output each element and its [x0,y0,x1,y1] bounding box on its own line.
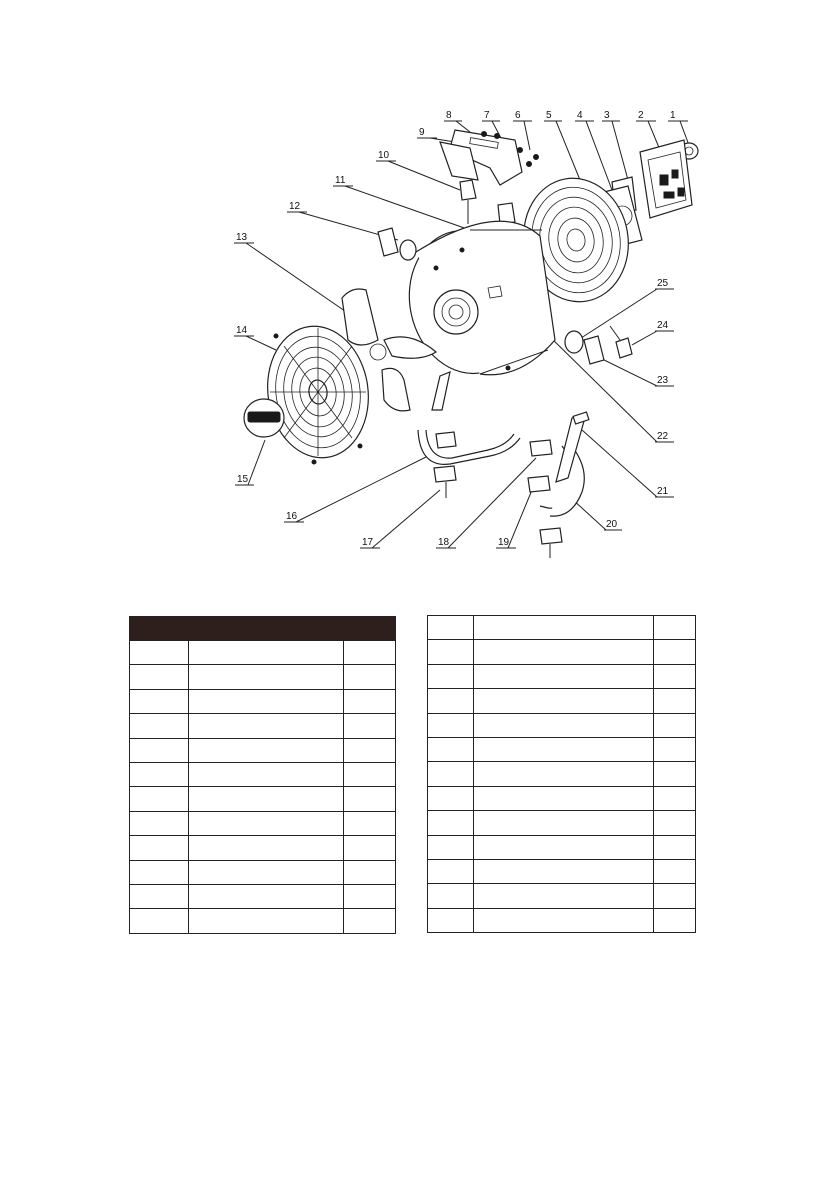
svg-text:20: 20 [606,519,618,530]
table-row [130,641,396,665]
table-row [130,884,396,908]
table-row [428,786,696,810]
svg-text:9: 9 [419,127,425,138]
callout-3 [602,110,628,180]
table-header-row [130,617,396,641]
svg-text:3: 3 [604,110,610,121]
callout-24 [632,320,674,345]
callout-8 [444,110,470,132]
table-row [130,836,396,860]
callout-9 [417,127,455,142]
svg-text:13: 13 [236,232,248,243]
callout-11 [333,175,470,230]
svg-text:12: 12 [289,201,301,212]
table-row [428,737,696,761]
svg-text:22: 22 [657,431,669,442]
switch-part [610,326,632,358]
fan-drum [396,220,555,410]
parts-table-right [427,615,696,933]
svg-text:23: 23 [657,375,669,386]
callout-4 [575,110,612,190]
motor-housing-back [640,140,692,218]
svg-text:19: 19 [498,537,510,548]
svg-text:14: 14 [236,325,248,336]
table-row [130,665,396,689]
svg-text:8: 8 [446,110,452,121]
table-row [428,616,696,640]
table-row [130,689,396,713]
side-knob-left [378,228,416,260]
svg-text:16: 16 [286,511,298,522]
svg-text:21: 21 [657,486,669,497]
stand-frame [418,412,589,516]
table-row [130,738,396,762]
table-row [130,811,396,835]
svg-text:15: 15 [237,474,249,485]
svg-text:11: 11 [335,175,346,186]
callout-13 [234,232,358,320]
table-row [428,835,696,859]
svg-text:18: 18 [438,537,450,548]
table-row [428,859,696,883]
table-row [428,664,696,688]
table-row [428,762,696,786]
svg-text:4: 4 [577,110,583,121]
table-row [428,640,696,664]
callout-19 [496,490,532,548]
table-row [428,713,696,737]
svg-text:24: 24 [657,320,669,331]
svg-text:5: 5 [546,110,552,121]
table-row [428,689,696,713]
table-row [428,908,696,932]
svg-text:1: 1 [670,110,676,121]
svg-text:17: 17 [362,537,374,548]
svg-text:25: 25 [657,278,669,289]
callout-22 [545,332,674,442]
callout-15 [235,440,265,485]
table-row [130,860,396,884]
front-badge [244,399,284,437]
table-row [428,811,696,835]
callout-17 [360,490,440,548]
svg-text:10: 10 [378,150,390,161]
callout-2 [636,110,660,150]
parts-table-left [129,616,396,934]
svg-text:7: 7 [484,110,490,121]
table-row [428,884,696,908]
table-row [130,762,396,786]
callout-23 [596,356,674,386]
svg-text:2: 2 [638,110,644,121]
callout-5 [544,110,580,180]
svg-text:6: 6 [515,110,521,121]
table-row [130,787,396,811]
table-row [130,714,396,738]
handle-bracket [440,130,539,185]
callout-14 [234,325,276,350]
callout-16 [284,455,430,522]
table-row [130,909,396,933]
